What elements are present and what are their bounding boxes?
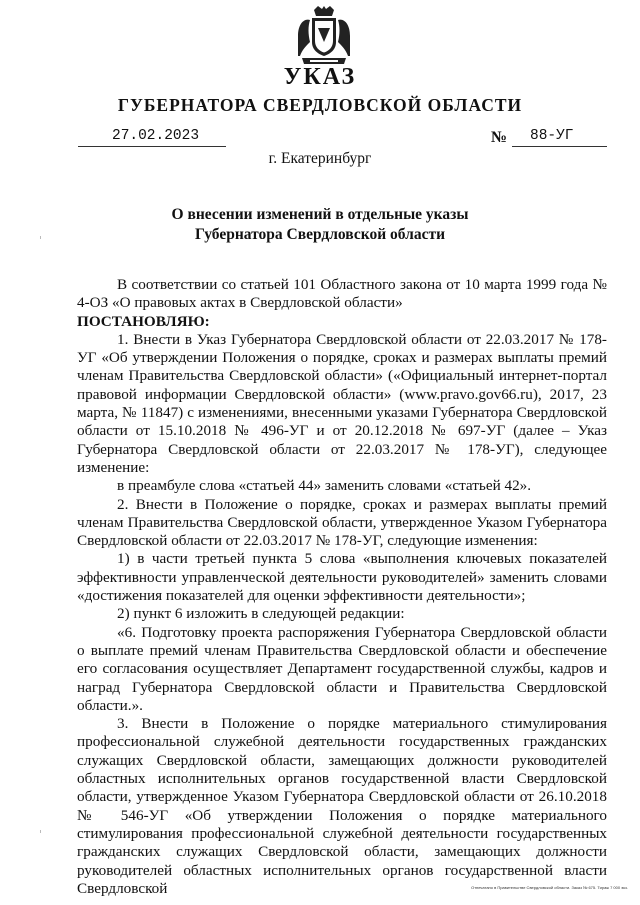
item-2-subitem-1: 1) в части третьей пункта 5 слова «выполнения ключевых показателей эффективности управленческой деятельности руководителей» заменить словами «достижения показателей для оценки эффективности деятельности»; bbox=[77, 550, 607, 605]
margin-mark bbox=[40, 236, 41, 239]
number-underline bbox=[512, 146, 607, 147]
item-1-change: в преамбуле слова «статьей 44» заменить словами «статьей 42». bbox=[117, 477, 532, 495]
document-title: УКАЗ bbox=[283, 64, 357, 90]
date-underline bbox=[78, 146, 226, 147]
document-subject bbox=[0, 205, 640, 245]
subject-line-1: О внесении изменений в отдельные указы bbox=[171, 206, 469, 223]
coat-of-arms-icon bbox=[296, 6, 352, 66]
document-number: 88-УГ bbox=[530, 128, 574, 144]
subject-line-2: Губернатора Свердловской области bbox=[194, 226, 445, 243]
print-footer: Отпечатано в Правительстве Свердловской области. Заказ № 675. Тираж 7 000 экз. bbox=[471, 885, 628, 890]
number-sign: № bbox=[491, 129, 508, 146]
item-2-subitem-2: 2) пункт 6 изложить в следующей редакции: bbox=[117, 605, 405, 623]
document-city: г. Екатеринбург bbox=[268, 150, 372, 167]
decree-heading: ПОСТАНОВЛЯЮ: bbox=[77, 312, 210, 330]
item-3-paragraph: 3. Внести в Положение о порядке материального стимулирования профессиональной служебной деятельности государственных гражданских служащих Свердловской области, замещающих должности руководителей областных исполнительных органов государственной власти Свердловской области, утвержденное Указом Губернатора Свердловской области от 26.10.2018 № 546-УГ «Об утверждении Положения о порядке материального стимулирования профессиональной служебной деятельности государственных гражданских служащих Свердловской области, замещающих должности руководителей областных исполнительных органов государственной власти Свердловской bbox=[77, 715, 607, 897]
preamble-paragraph: В соответствии со статьей 101 Областного закона от 10 марта 1999 года № 4-ОЗ «О правовых актах в Свердловской области» bbox=[77, 276, 607, 312]
item-2-new-wording: «6. Подготовку проекта распоряжения Губернатора Свердловской области о выплате премий членам Правительства Свердловской области и обеспечение его согласования осуществляет Департамент государственной службы, кадров и наград Губернатора Свердловской области и Правительства Свердловской области.». bbox=[77, 623, 607, 714]
item-2-paragraph: 2. Внести в Положение о порядке, сроках и размерах выплаты премий членам Правительства Свердловской области, утвержденное Указом Губернатора Свердловской области от 22.03.2017 № 178-УГ, следующие изменения: bbox=[77, 495, 607, 550]
margin-mark bbox=[40, 830, 41, 833]
document-body bbox=[77, 276, 607, 898]
item-1-paragraph: 1. Внести в Указ Губернатора Свердловской области от 22.03.2017 № 178-УГ «Об утверждении Положения о порядке, сроках и размерах выплаты премий членам Правительства Свердловской области» («Официальный интернет-портал правовой информации Свердловской области» (www.pravo.gov66.ru), 2017, 23 марта, № 11847) с изменениями, внесенными указами Губернатора Свердловской области от 15.10.2018 № 496-УГ и от 20.12.2018 № 697-УГ (далее – Указ Губернатора Свердловской области от 22.03.2017 № 178-УГ), следующее изменение: bbox=[77, 330, 607, 476]
document-date: 27.02.2023 bbox=[112, 128, 200, 144]
document-issuer: ГУБЕРНАТОРА СВЕРДЛОВСКОЙ ОБЛАСТИ bbox=[117, 95, 523, 115]
